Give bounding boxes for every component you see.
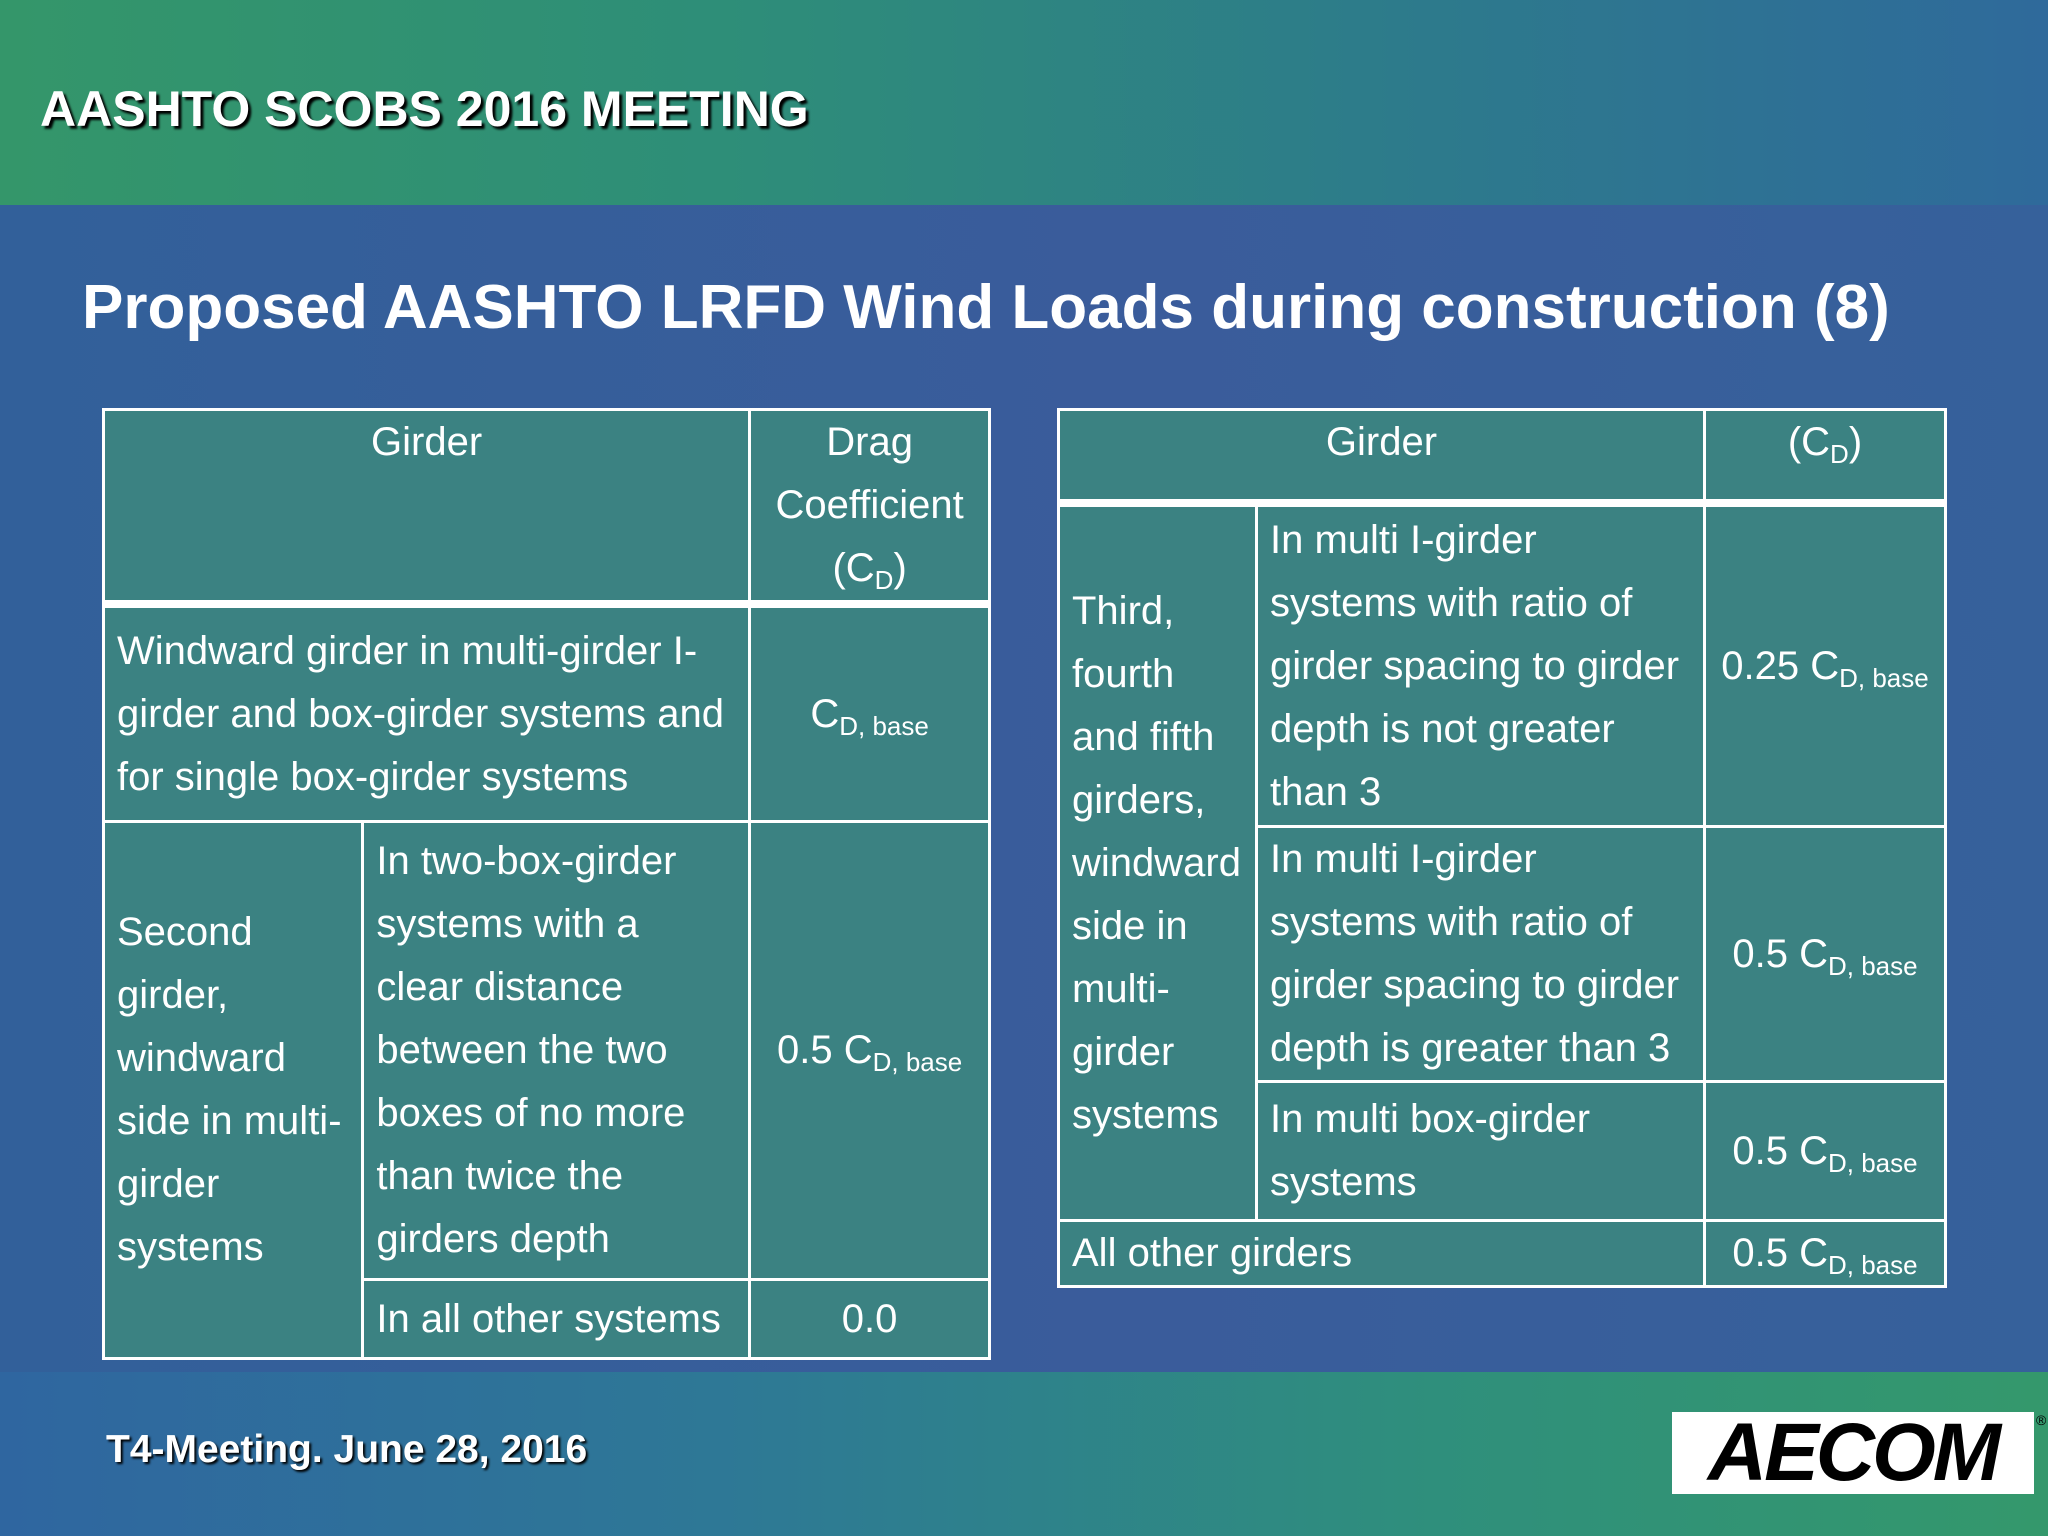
header-girder: Girder [1059, 410, 1705, 504]
row-box-girder-value: 0.5 $C_{D, base}$ [1704, 1082, 1945, 1221]
table-row [1059, 503, 1946, 827]
meeting-title: AASHTO SCOBS 2016 MEETING [40, 81, 809, 137]
table-row [104, 604, 990, 822]
footer-meeting-date: T4-Meeting. June 28, 2016 [106, 1428, 588, 1471]
table-row [1059, 1221, 1946, 1287]
slide-title: Proposed AASHTO LRFD Wind Loads during construction (8) [82, 273, 1890, 342]
header-drag-coefficient [750, 410, 990, 605]
row-igirder-greater-value: 0.5 $C_{D, base}$ [1704, 827, 1945, 1082]
drag-coefficient-table-right [1057, 408, 1947, 1288]
row-all-other-value: 0.5 $C_{D, base}$ [1704, 1221, 1945, 1287]
row-igirder-not-greater-desc: In multi I-girder systems with ratio of girder spacing to girder depth is not greater than 3 [1256, 503, 1704, 827]
row-other-systems-desc: In all other systems [363, 1280, 750, 1359]
row-two-box-desc: In two-box-girder systems with a clear distance between the two boxes of no more than twice the girders depth [363, 822, 750, 1280]
aecom-logo: AECOM [1672, 1412, 2034, 1494]
row-other-systems-value: 0.0 [750, 1280, 990, 1359]
drag-coefficient-table-left [102, 408, 991, 1360]
header-cd: $(C_D)$ [832, 546, 907, 595]
row-second-girder-group: Second girder, windward side in multi-girder systems [104, 822, 363, 1359]
row-igirder-not-greater-value: 0.25 $C_{D, base}$ [1704, 503, 1945, 827]
row-windward-girder-desc: Windward girder in multi-girder I-girder and box-girder systems and for single box-girder systems [104, 604, 750, 822]
header-drag-label: Drag Coefficient [775, 420, 964, 527]
row-all-other-desc: All other girders [1059, 1221, 1705, 1287]
row-windward-girder-value: $C_{D, base}$ [750, 604, 990, 822]
row-two-box-value: 0.5 $C_{D, base}$ [750, 822, 990, 1280]
table-header-row [1059, 410, 1946, 504]
header-girder: Girder [104, 410, 750, 605]
table-header-row [104, 410, 990, 605]
registered-mark: ® [2036, 1412, 2047, 1428]
row-box-girder-desc: In multi box-girder systems [1256, 1082, 1704, 1221]
row-third-fourth-fifth-group: Third, fourth and fifth girders, windward side in multi-girder systems [1059, 503, 1257, 1221]
row-igirder-greater-desc: In multi I-girder systems with ratio of girder spacing to girder depth is greater than 3 [1256, 827, 1704, 1082]
header-cd: $(C_D)$ [1704, 410, 1945, 504]
table-row [104, 822, 990, 1280]
